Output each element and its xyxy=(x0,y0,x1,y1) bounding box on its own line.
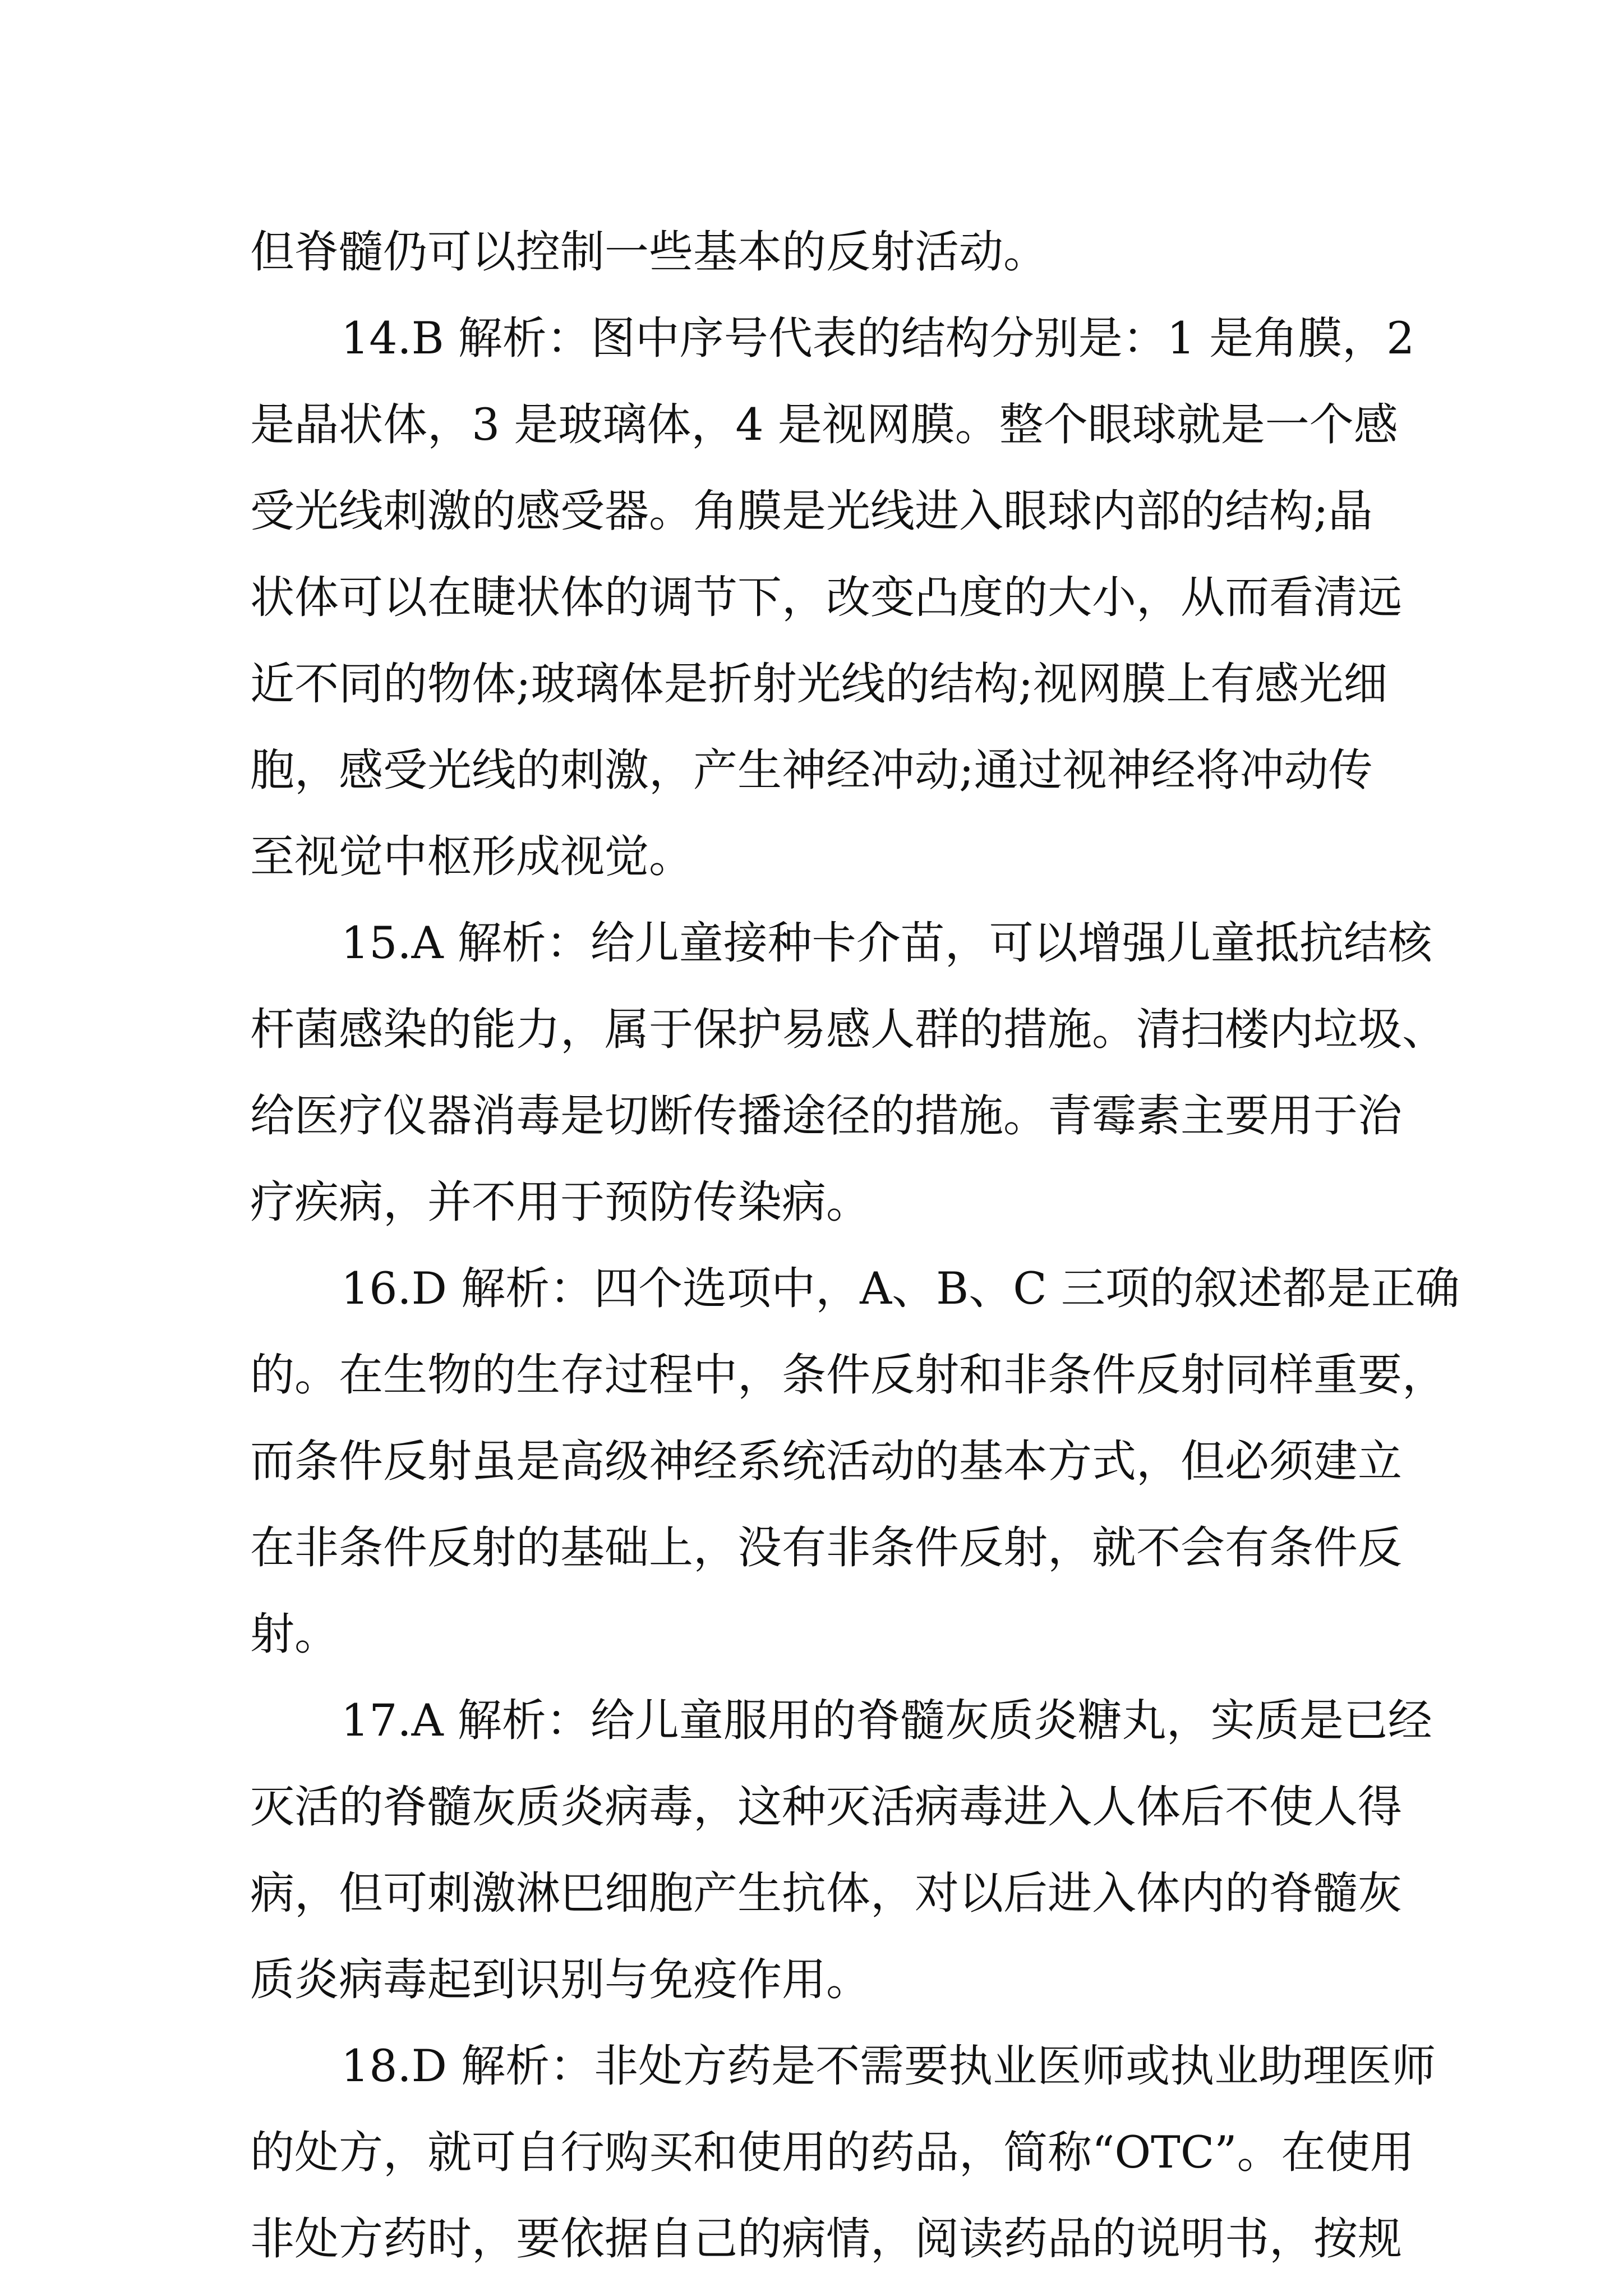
paragraph-answer-15 xyxy=(250,900,1446,1245)
paragraph-13-continuation xyxy=(250,209,1389,295)
text-line: 射。 xyxy=(250,1608,339,1660)
text-line: 16.D 解析：四个选项中，A、B、C 三项的叙述都是正确 xyxy=(341,1263,1460,1314)
paragraph-answer-18 xyxy=(250,2023,1436,2282)
text-line: 非处方药时，要依据自己的病情，阅读药品的说明书，按规 xyxy=(250,2213,1402,2265)
text-line: 18.D 解析：非处方药是不需要执业医师或执业助理医师 xyxy=(341,2040,1436,2092)
paragraph-answer-16 xyxy=(250,1245,1460,1677)
text-line: 给医疗仪器消毒是切断传播途径的措施。青霉素主要用于治 xyxy=(250,1090,1402,1142)
paragraph-answer-14 xyxy=(250,295,1415,900)
text-line: 14.B 解析：图中序号代表的结构分别是：1 是角膜，2 xyxy=(341,312,1415,364)
text-line: 至视觉中枢形成视觉。 xyxy=(250,831,693,882)
text-line: 而条件反射虽是高级神经系统活动的基本方式，但必须建立 xyxy=(250,1435,1402,1487)
text-line: 15.A 解析：给儿童接种卡介苗，可以增强儿童抵抗结核 xyxy=(341,917,1432,969)
text-line: 胞，感受光线的刺激，产生神经冲动;通过视神经将冲动传 xyxy=(250,744,1373,796)
text-line: 状体可以在睫状体的调节下，改变凸度的大小，从而看清远 xyxy=(250,572,1402,623)
text-line: 近不同的物体;玻璃体是折射光线的结构;视网膜上有感光细 xyxy=(250,658,1388,710)
text-line: 是晶状体，3 是玻璃体，4 是视网膜。整个眼球就是一个感 xyxy=(250,399,1398,450)
text-line: 病，但可刺激淋巴细胞产生抗体，对以后进入体内的脊髓灰 xyxy=(250,1867,1402,1919)
text-line: 17.A 解析：给儿童服用的脊髓灰质炎糖丸，实质是已经 xyxy=(341,1695,1432,1746)
text-line: 质炎病毒起到识别与免疫作用。 xyxy=(250,1954,870,2005)
text-line: 受光线刺激的感受器。角膜是光线进入眼球内部的结构;晶 xyxy=(250,485,1373,537)
text-line: 但脊髓仍可以控制一些基本的反射活动。 xyxy=(250,226,1048,278)
text-line: 灭活的脊髓灰质炎病毒，这种灭活病毒进入人体后不使人得 xyxy=(250,1781,1402,1833)
text-line: 在非条件反射的基础上，没有非条件反射，就不会有条件反 xyxy=(250,1522,1402,1573)
text-line: 的处方，就可自行购买和使用的药品，简称“OTC”。在使用 xyxy=(250,2127,1414,2178)
text-line: 的。在生物的生存过程中，条件反射和非条件反射同样重要， xyxy=(250,1349,1446,1401)
text-line: 杆菌感染的能力，属于保护易感人群的措施。清扫楼内垃圾、 xyxy=(250,1004,1446,1055)
paragraph-answer-17 xyxy=(250,1677,1432,2023)
document-page xyxy=(250,209,1460,2282)
text-line: 疗疾病，并不用于预防传染病。 xyxy=(250,1176,870,1228)
